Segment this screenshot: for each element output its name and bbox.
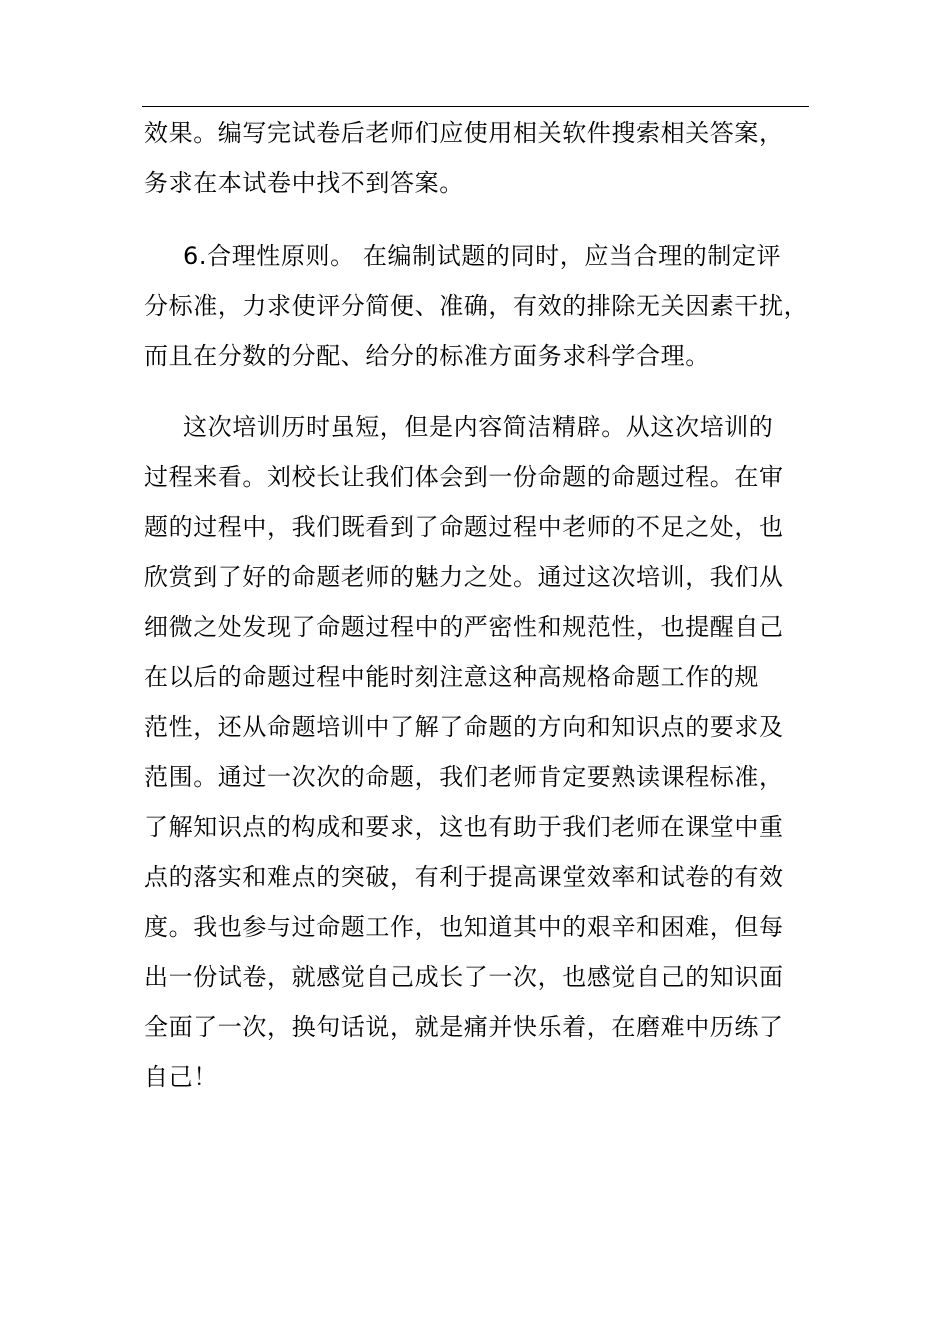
- text-line: 而且在分数的分配、给分的标准方面务求科学合理。: [144, 342, 710, 370]
- text-line: 分标准，力求使评分简便、准确，有效的排除无关因素干扰，: [144, 292, 809, 320]
- text-line: 全面了一次，换句话说，就是痛并快乐着，在磨难中历练了: [144, 1013, 784, 1041]
- text-line: 这次培训历时虽短，但是内容简洁精辟。从这次培训的: [183, 413, 774, 441]
- header-rule: [142, 106, 809, 107]
- text-line: 自己！: [144, 1063, 218, 1091]
- text-line: 细微之处发现了命题过程中的严密性和规范性，也提醒自己: [144, 613, 784, 641]
- text-line: 度。我也参与过命题工作，也知道其中的艰辛和困难，但每: [144, 913, 784, 941]
- text-line: 了解知识点的构成和要求，这也有助于我们老师在课堂中重: [144, 813, 784, 841]
- text-line: 效果。编写完试卷后老师们应使用相关软件搜索相关答案，: [144, 119, 784, 147]
- text-line: 出一份试卷，就感觉自己成长了一次，也感觉自己的知识面: [144, 963, 784, 991]
- text-line: 欣赏到了好的命题老师的魅力之处。通过这次培训，我们从: [144, 563, 784, 591]
- text-line: 点的落实和难点的突破，有利于提高课堂效率和试卷的有效: [144, 863, 784, 891]
- text-line: 务求在本试卷中找不到答案。: [144, 169, 464, 197]
- text-line: 在以后的命题过程中能时刻注意这种高规格命题工作的规: [144, 663, 759, 691]
- text-line: 题的过程中，我们既看到了命题过程中老师的不足之处，也: [144, 513, 784, 541]
- text-line: 6.合理性原则。 在编制试题的同时，应当合理的制定评: [183, 242, 782, 270]
- text-line: 范性，还从命题培训中了解了命题的方向和知识点的要求及: [144, 713, 784, 741]
- text-line: 过程来看。刘校长让我们体会到一份命题的命题过程。在审: [144, 463, 784, 491]
- text-line: 范围。通过一次次的命题，我们老师肯定要熟读课程标准，: [144, 763, 784, 791]
